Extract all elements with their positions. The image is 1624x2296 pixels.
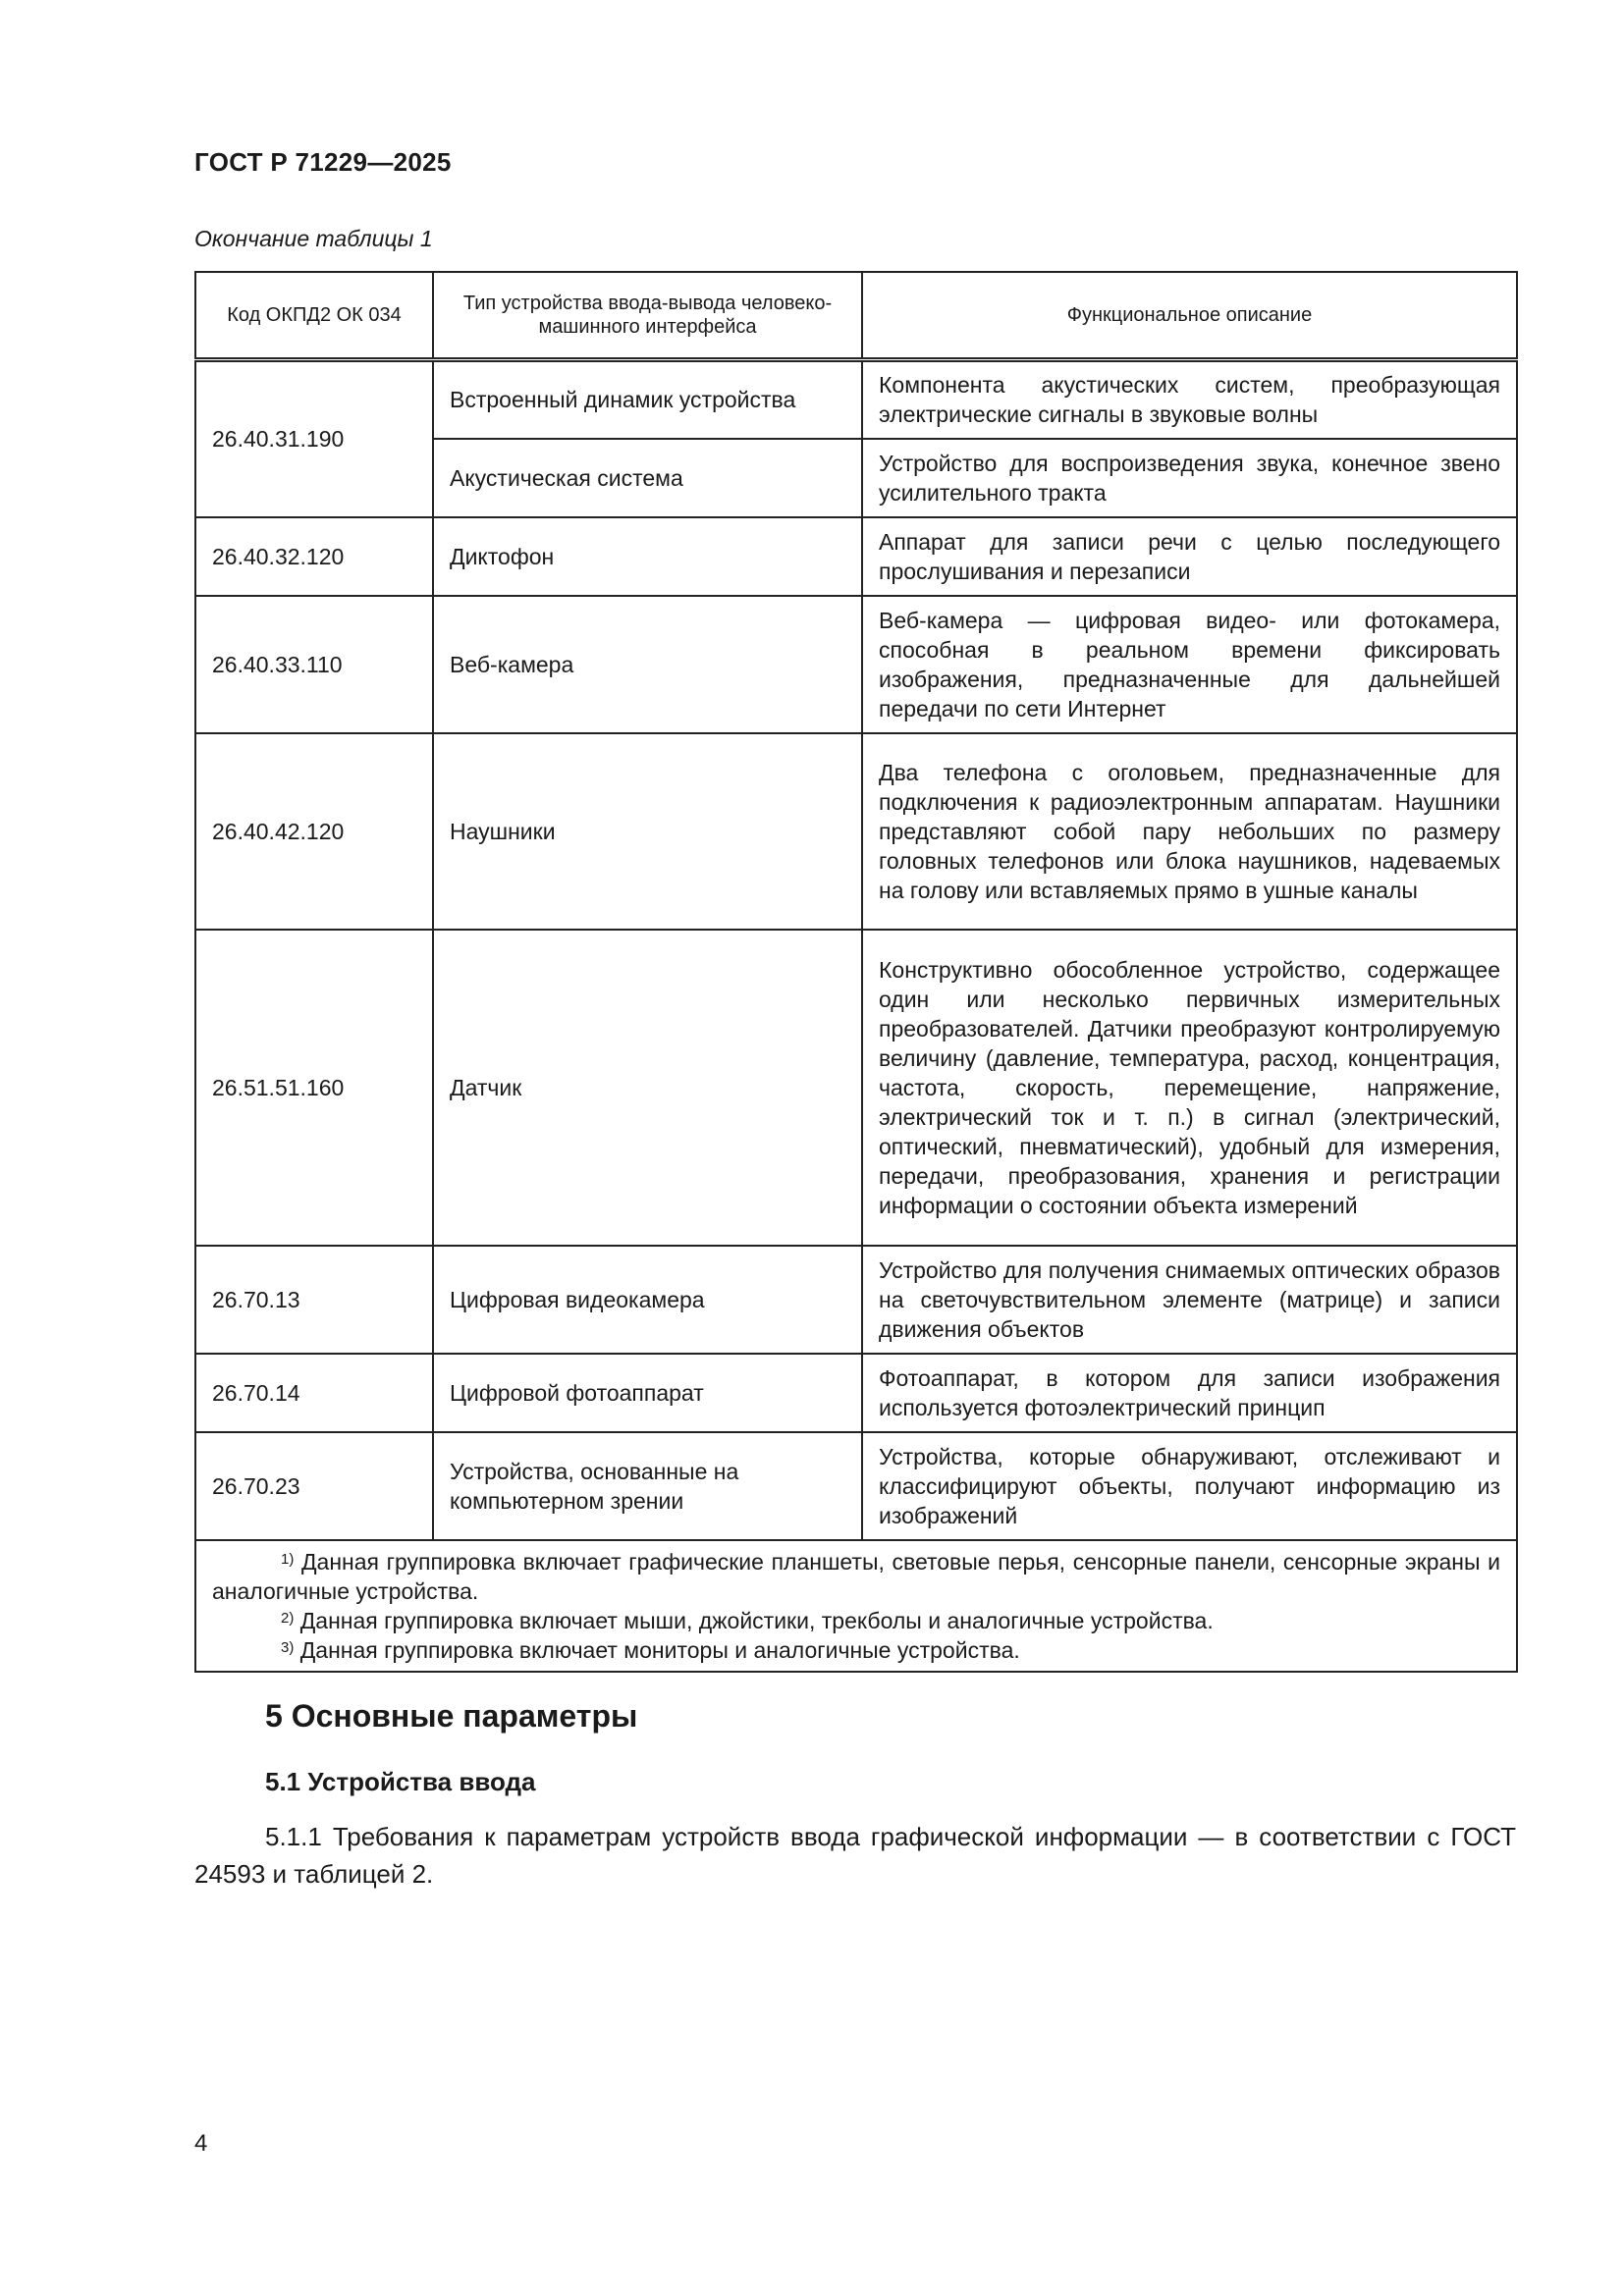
cell-description: Конструктивно обособленное устройство, содержащее один или несколько первичных измерительных преобразователей. Датчики преобразуют контролируемую величину (давление, температура, расход, концентрация, частота, скорость, перемещение, напряжение, электрический ток и т. п.) в сигнал (электрический, оптический, пневматический), удобный для измерения, передачи, преобразования, хранения и регистрации информации о состоянии объекта измерений (862, 930, 1517, 1246)
cell-description: Аппарат для записи речи с целью последующего прослушивания и перезаписи (862, 517, 1517, 596)
cell-type: Наушники (433, 733, 862, 930)
footnote-mark: 1) (281, 1550, 295, 1568)
table-row (195, 1354, 1517, 1432)
footnote (212, 1606, 1500, 1635)
cell-code: 26.70.14 (195, 1354, 433, 1432)
cell-type: Веб-камера (433, 596, 862, 733)
section-title: 5 Основные параметры (265, 1698, 638, 1734)
document-code: ГОСТ Р 71229—2025 (194, 147, 452, 177)
cell-type: Акустическая система (433, 439, 862, 517)
cell-code: 26.40.32.120 (195, 517, 433, 596)
cell-description: Фотоаппарат, в котором для записи изображения используется фотоэлектрический принцип (862, 1354, 1517, 1432)
cell-type: Датчик (433, 930, 862, 1246)
footnote (212, 1635, 1500, 1665)
table-row (195, 1432, 1517, 1540)
cell-description: Устройство для воспроизведения звука, конечное звено усилительного тракта (862, 439, 1517, 517)
footnote-text: Данная группировка включает мониторы и аналогичные устройства. (299, 1636, 1020, 1663)
cell-code: 26.40.42.120 (195, 733, 433, 930)
page-number: 4 (194, 2130, 208, 2157)
cell-code: 26.40.33.110 (195, 596, 433, 733)
cell-type: Цифровой фотоаппарат (433, 1354, 862, 1432)
header-code: Код ОКПД2 ОК 034 (195, 272, 433, 360)
cell-type: Встроенный динамик устройства (433, 360, 862, 439)
cell-code: 26.70.13 (195, 1246, 433, 1354)
footnote-mark: 2) (281, 1609, 295, 1627)
cell-description: Устройства, которые обнаруживают, отслеживают и классифицируют объекты, получают информацию из изображений (862, 1432, 1517, 1540)
table-caption: Окончание таблицы 1 (194, 226, 433, 251)
cell-code: 26.51.51.160 (195, 930, 433, 1246)
table-row (195, 1246, 1517, 1354)
cell-code: 26.40.31.190 (195, 360, 433, 517)
header-description: Функциональное описание (862, 272, 1517, 360)
cell-description: Веб-камера — цифровая видео- или фотокамера, способная в реальном времени фиксировать изображения, предназначенные для дальнейшей передачи по сети Интернет (862, 596, 1517, 733)
subsection-title: 5.1 Устройства ввода (265, 1767, 536, 1796)
cell-type: Устройства, основанные на компьютерном зрении (433, 1432, 862, 1540)
header-type: Тип устройства ввода-вывода человеко-машинного интерфейса (433, 272, 862, 360)
table-notes-row (195, 1540, 1517, 1672)
table-row (195, 930, 1517, 1246)
table-row (195, 360, 1517, 439)
footnote-text: Данная группировка включает графические планшеты, световые перья, сенсорные панели, сенсорные экраны и аналогичные устройства. (212, 1548, 1500, 1604)
table-row (195, 733, 1517, 930)
footnote (212, 1547, 1500, 1606)
cell-type: Диктофон (433, 517, 862, 596)
cell-description: Компонента акустических систем, преобразующая электрические сигналы в звуковые волны (862, 360, 1517, 439)
device-table (194, 271, 1518, 1673)
cell-description: Устройство для получения снимаемых оптических образов на светочувствительном элементе (матрице) и записи движения объектов (862, 1246, 1517, 1354)
cell-code: 26.70.23 (195, 1432, 433, 1540)
footnote-text: Данная группировка включает мыши, джойстики, трекболы и аналогичные устройства. (299, 1607, 1214, 1633)
table-row (195, 596, 1517, 733)
footnote-mark: 3) (281, 1638, 295, 1656)
table-header-row (195, 272, 1517, 360)
table-row (195, 517, 1517, 596)
table-notes (195, 1540, 1517, 1672)
body-paragraph: 5.1.1 Требования к параметрам устройств ввода графической информации — в соответствии с ГОСТ 24593 и таблицей 2. (194, 1822, 1516, 1889)
cell-description: Два телефона с оголовьем, предназначенные для подключения к радиоэлектронным аппаратам. Наушники представляют собой пару небольших по размеру головных телефонов или блока наушников, надеваемых на голову или вставляемых прямо в ушные каналы (862, 733, 1517, 930)
cell-type: Цифровая видеокамера (433, 1246, 862, 1354)
